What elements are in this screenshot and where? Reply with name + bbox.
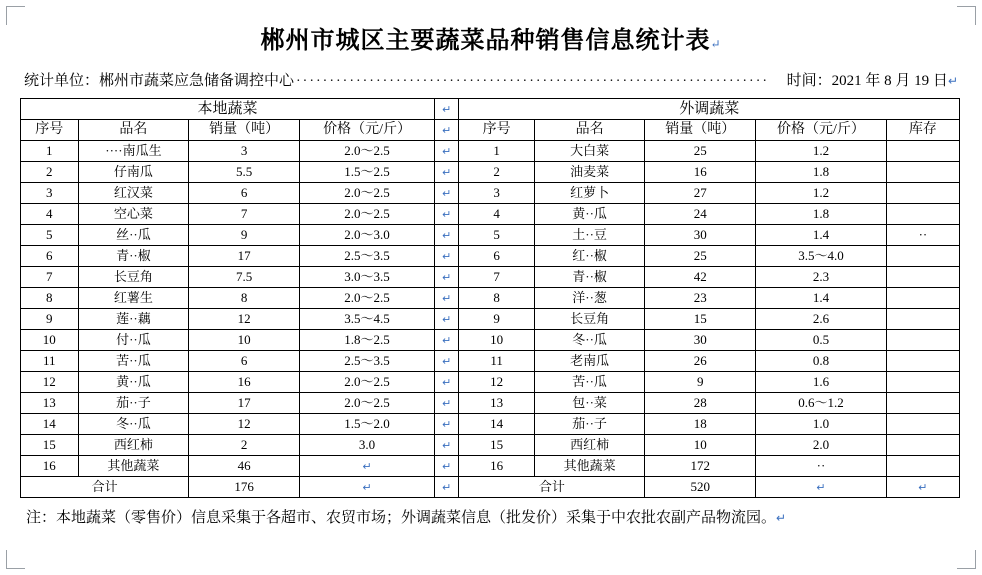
cell-right-stock	[886, 330, 959, 351]
table-row	[21, 246, 960, 267]
cell-left-volume: 17	[189, 246, 300, 267]
cell-right-stock	[886, 435, 959, 456]
table-column-header-row	[21, 120, 960, 141]
cell-left-volume: 2	[189, 435, 300, 456]
cell-right-no: 6	[459, 246, 534, 267]
cell-right-no: 14	[459, 414, 534, 435]
cell-left-name: 青··椒	[78, 246, 189, 267]
cell-left-price: 2.0～3.0	[300, 225, 435, 246]
paragraph-mark-icon: ↵	[442, 229, 452, 242]
cell-right-no: 7	[459, 267, 534, 288]
table-row	[21, 267, 960, 288]
page-title-text: 郴州市城区主要蔬菜品种销售信息统计表	[260, 28, 711, 54]
column-gap	[435, 330, 459, 351]
cell-right-price: 1.4	[756, 225, 887, 246]
cell-right-name: 大白菜	[534, 141, 645, 162]
cell-left-no: 16	[21, 456, 79, 477]
table-group-header-row	[21, 99, 960, 120]
cell-left-name: 红汉菜	[78, 183, 189, 204]
header-right-stock: 库存	[886, 120, 959, 141]
table-row	[21, 309, 960, 330]
crop-mark-top-left	[6, 6, 25, 25]
cell-right-no: 3	[459, 183, 534, 204]
paragraph-mark-icon: ↵	[442, 418, 452, 431]
cell-right-name: 黄··瓜	[534, 204, 645, 225]
cell-left-volume: 16	[189, 372, 300, 393]
cell-right-volume: 24	[645, 204, 756, 225]
crop-mark-bottom-right	[957, 550, 976, 569]
cell-left-name: 茄··子	[78, 393, 189, 414]
cell-right-volume: 42	[645, 267, 756, 288]
date-label: 时间：2021 年 8 月 19 日	[786, 73, 948, 89]
table-row	[21, 162, 960, 183]
cell-left-no: 9	[21, 309, 79, 330]
cell-left-no: 8	[21, 288, 79, 309]
cell-right-no: 13	[459, 393, 534, 414]
cell-right-stock	[886, 246, 959, 267]
paragraph-mark-icon: ↵	[442, 313, 452, 326]
table-row	[21, 141, 960, 162]
column-gap	[435, 309, 459, 330]
cell-right-name: 红··椒	[534, 246, 645, 267]
cell-left-volume: 46	[189, 456, 300, 477]
cell-right-name: 老南瓜	[534, 351, 645, 372]
cell-right-price: 1.4	[756, 288, 887, 309]
cell-left-price: 2.0～2.5	[300, 141, 435, 162]
cell-right-no: 2	[459, 162, 534, 183]
paragraph-mark-icon: ↵	[442, 145, 452, 158]
cell-left-name: 黄··瓜	[78, 372, 189, 393]
total-volume-left: 176	[189, 477, 300, 498]
cell-right-volume: 30	[645, 330, 756, 351]
cell-right-price: 1.0	[756, 414, 887, 435]
cell-left-volume: 3	[189, 141, 300, 162]
cell-left-volume: 6	[189, 183, 300, 204]
cell-left-price: 1.5～2.0	[300, 414, 435, 435]
cell-right-price: 1.8	[756, 204, 887, 225]
cell-right-price: 2.0	[756, 435, 887, 456]
paragraph-mark-icon: ↵	[362, 481, 372, 494]
cell-right-name: 冬··瓜	[534, 330, 645, 351]
cell-right-name: 西红柿	[534, 435, 645, 456]
cell-right-stock	[886, 162, 959, 183]
column-gap	[435, 183, 459, 204]
cell-left-price: 2.0～2.5	[300, 204, 435, 225]
cell-left-name: 其他蔬菜	[78, 456, 189, 477]
cell-left-volume: 10	[189, 330, 300, 351]
cell-right-no: 12	[459, 372, 534, 393]
header-left-price: 价格（元/斤）	[300, 120, 435, 141]
table-row	[21, 330, 960, 351]
cell-right-name: 油麦菜	[534, 162, 645, 183]
cell-left-no: 2	[21, 162, 79, 183]
cell-right-name: 长豆角	[534, 309, 645, 330]
cell-right-name: 洋··葱	[534, 288, 645, 309]
column-gap	[435, 456, 459, 477]
header-left-no: 序号	[21, 120, 79, 141]
cell-left-no: 14	[21, 414, 79, 435]
column-gap	[435, 267, 459, 288]
cell-right-stock	[886, 309, 959, 330]
cell-right-name: 其他蔬菜	[534, 456, 645, 477]
cell-right-no: 8	[459, 288, 534, 309]
cell-left-volume: 7.5	[189, 267, 300, 288]
cell-right-volume: 16	[645, 162, 756, 183]
cell-left-no: 5	[21, 225, 79, 246]
total-label-right: 合计	[459, 477, 645, 498]
cell-left-no: 12	[21, 372, 79, 393]
total-price-right	[756, 477, 887, 498]
paragraph-mark-icon: ↵	[776, 511, 787, 525]
column-gap	[435, 162, 459, 183]
table-row	[21, 456, 960, 477]
cell-right-price: 0.6～1.2	[756, 393, 887, 414]
table-row	[21, 414, 960, 435]
crop-mark-top-right	[957, 6, 976, 25]
cell-left-name: 空心菜	[78, 204, 189, 225]
total-stock-right	[886, 477, 959, 498]
cell-left-no: 7	[21, 267, 79, 288]
paragraph-mark-icon: ↵	[442, 103, 452, 116]
cell-right-name: 苦··瓜	[534, 372, 645, 393]
column-gap	[435, 225, 459, 246]
cell-right-volume: 26	[645, 351, 756, 372]
paragraph-mark-icon: ↵	[442, 397, 452, 410]
statistics-unit-label: 统计单位：郴州市蔬菜应急储备调控中心	[24, 73, 295, 89]
cell-right-volume: 23	[645, 288, 756, 309]
cell-right-stock	[886, 393, 959, 414]
paragraph-mark-icon: ↵	[816, 481, 826, 494]
cell-left-price: 3.0～3.5	[300, 267, 435, 288]
cell-left-price: 2.0～2.5	[300, 393, 435, 414]
paragraph-mark-icon: ↵	[442, 334, 452, 347]
paragraph-mark-icon: ↵	[442, 187, 452, 200]
cell-left-no: 13	[21, 393, 79, 414]
cell-left-name: 红薯生	[78, 288, 189, 309]
column-gap	[435, 141, 459, 162]
header-left-volume: 销量（吨）	[189, 120, 300, 141]
paragraph-mark-icon: ↵	[947, 74, 958, 88]
cell-left-name: 莲··藕	[78, 309, 189, 330]
cell-left-volume: 5.5	[189, 162, 300, 183]
cell-left-no: 15	[21, 435, 79, 456]
paragraph-mark-icon: ↵	[442, 208, 452, 221]
footnote	[0, 498, 982, 527]
paragraph-mark-icon: ↵	[442, 460, 452, 473]
paragraph-mark-icon: ↵	[442, 166, 452, 179]
column-gap	[435, 120, 459, 141]
header-left-name: 品名	[78, 120, 189, 141]
cell-right-no: 10	[459, 330, 534, 351]
table-row	[21, 372, 960, 393]
table-row	[21, 225, 960, 246]
vegetable-sales-table	[20, 98, 960, 498]
cell-right-price: 2.3	[756, 267, 887, 288]
cell-right-no: 15	[459, 435, 534, 456]
paragraph-mark-icon: ↵	[362, 460, 372, 473]
column-gap	[435, 351, 459, 372]
paragraph-mark-icon: ↵	[918, 481, 928, 494]
cell-right-price: 0.8	[756, 351, 887, 372]
cell-right-no: 16	[459, 456, 534, 477]
paragraph-mark-icon: ↵	[442, 376, 452, 389]
footnote-text: 注：本地蔬菜（零售价）信息采集于各超市、农贸市场；外调蔬菜信息（批发价）采集于中农批农副产品物流园。	[26, 510, 777, 526]
cell-left-name: 长豆角	[78, 267, 189, 288]
cell-right-stock	[886, 288, 959, 309]
cell-right-stock	[886, 267, 959, 288]
cell-left-name: 冬··瓜	[78, 414, 189, 435]
cell-right-stock: ··	[886, 225, 959, 246]
cell-right-no: 4	[459, 204, 534, 225]
group-header-local: 本地蔬菜	[21, 99, 435, 120]
total-volume-right: 520	[645, 477, 756, 498]
cell-right-stock	[886, 351, 959, 372]
cell-left-no: 3	[21, 183, 79, 204]
cell-right-volume: 25	[645, 141, 756, 162]
paragraph-mark-icon: ↵	[442, 439, 452, 452]
column-gap	[435, 393, 459, 414]
column-gap	[435, 204, 459, 225]
cell-right-price: 3.5～4.0	[756, 246, 887, 267]
group-header-external: 外调蔬菜	[459, 99, 960, 120]
table-row	[21, 351, 960, 372]
cell-right-no: 11	[459, 351, 534, 372]
paragraph-mark-icon: ↵	[442, 292, 452, 305]
cell-right-volume: 18	[645, 414, 756, 435]
cell-left-name: 仔南瓜	[78, 162, 189, 183]
cell-right-price: 1.8	[756, 162, 887, 183]
cell-right-price: 1.2	[756, 183, 887, 204]
cell-right-price: ··	[756, 456, 887, 477]
table-row	[21, 204, 960, 225]
cell-left-name: ····南瓜生	[78, 141, 189, 162]
column-gap	[435, 372, 459, 393]
column-gap	[435, 477, 459, 498]
cell-left-volume: 7	[189, 204, 300, 225]
cell-right-name: 包··菜	[534, 393, 645, 414]
cell-right-no: 1	[459, 141, 534, 162]
cell-left-price: 2.5～3.5	[300, 351, 435, 372]
cell-left-volume: 17	[189, 393, 300, 414]
column-gap	[435, 288, 459, 309]
cell-right-volume: 28	[645, 393, 756, 414]
cell-left-price: 2.0～2.5	[300, 372, 435, 393]
cell-left-price: 1.5～2.5	[300, 162, 435, 183]
cell-left-no: 11	[21, 351, 79, 372]
cell-left-volume: 12	[189, 414, 300, 435]
cell-left-name: 付··瓜	[78, 330, 189, 351]
cell-right-volume: 9	[645, 372, 756, 393]
total-price-left	[300, 477, 435, 498]
column-gap	[435, 246, 459, 267]
cell-left-no: 10	[21, 330, 79, 351]
header-right-price: 价格（元/斤）	[756, 120, 887, 141]
paragraph-mark-icon: ↵	[442, 250, 452, 263]
cell-right-price: 2.6	[756, 309, 887, 330]
cell-left-volume: 8	[189, 288, 300, 309]
table-total-row	[21, 477, 960, 498]
cell-right-stock	[886, 183, 959, 204]
cell-right-stock	[886, 141, 959, 162]
column-gap	[435, 99, 459, 120]
cell-right-price: 0.5	[756, 330, 887, 351]
cell-right-stock	[886, 372, 959, 393]
cell-right-volume: 15	[645, 309, 756, 330]
cell-left-name: 丝··瓜	[78, 225, 189, 246]
table-row	[21, 393, 960, 414]
cell-left-price: 3.5～4.5	[300, 309, 435, 330]
cell-left-volume: 6	[189, 351, 300, 372]
cell-right-volume: 10	[645, 435, 756, 456]
cell-right-stock	[886, 414, 959, 435]
cell-left-name: 苦··瓜	[78, 351, 189, 372]
column-gap	[435, 435, 459, 456]
cell-left-price: 1.8～2.5	[300, 330, 435, 351]
table-row	[21, 288, 960, 309]
cell-left-price: 2.5～3.5	[300, 246, 435, 267]
cell-left-price: 3.0	[300, 435, 435, 456]
cell-left-price: 2.0～2.5	[300, 183, 435, 204]
cell-right-name: 红萝卜	[534, 183, 645, 204]
dot-leader: ·······································································	[296, 74, 770, 89]
cell-left-name: 西红柿	[78, 435, 189, 456]
table-row	[21, 435, 960, 456]
crop-mark-bottom-left	[6, 550, 25, 569]
paragraph-mark-icon: ↵	[710, 37, 722, 51]
subheader-line	[0, 55, 982, 96]
total-label-left: 合计	[21, 477, 189, 498]
paragraph-mark-icon: ↵	[442, 271, 452, 284]
cell-right-no: 5	[459, 225, 534, 246]
cell-left-price: 2.0～2.5	[300, 288, 435, 309]
column-gap	[435, 414, 459, 435]
header-right-no: 序号	[459, 120, 534, 141]
cell-right-volume: 30	[645, 225, 756, 246]
cell-right-stock	[886, 204, 959, 225]
cell-right-stock	[886, 456, 959, 477]
cell-right-price: 1.2	[756, 141, 887, 162]
header-right-volume: 销量（吨）	[645, 120, 756, 141]
cell-right-volume: 172	[645, 456, 756, 477]
cell-left-no: 4	[21, 204, 79, 225]
header-right-name: 品名	[534, 120, 645, 141]
cell-right-no: 9	[459, 309, 534, 330]
cell-right-price: 1.6	[756, 372, 887, 393]
page-title	[0, 0, 982, 55]
paragraph-mark-icon: ↵	[442, 355, 452, 368]
table-row	[21, 183, 960, 204]
paragraph-mark-icon: ↵	[442, 481, 452, 494]
cell-left-volume: 12	[189, 309, 300, 330]
cell-left-no: 1	[21, 141, 79, 162]
cell-right-name: 茄··子	[534, 414, 645, 435]
paragraph-mark-icon: ↵	[442, 124, 452, 137]
cell-right-volume: 25	[645, 246, 756, 267]
cell-right-volume: 27	[645, 183, 756, 204]
cell-left-no: 6	[21, 246, 79, 267]
cell-left-price	[300, 456, 435, 477]
cell-right-name: 土··豆	[534, 225, 645, 246]
cell-left-volume: 9	[189, 225, 300, 246]
cell-right-name: 青··椒	[534, 267, 645, 288]
